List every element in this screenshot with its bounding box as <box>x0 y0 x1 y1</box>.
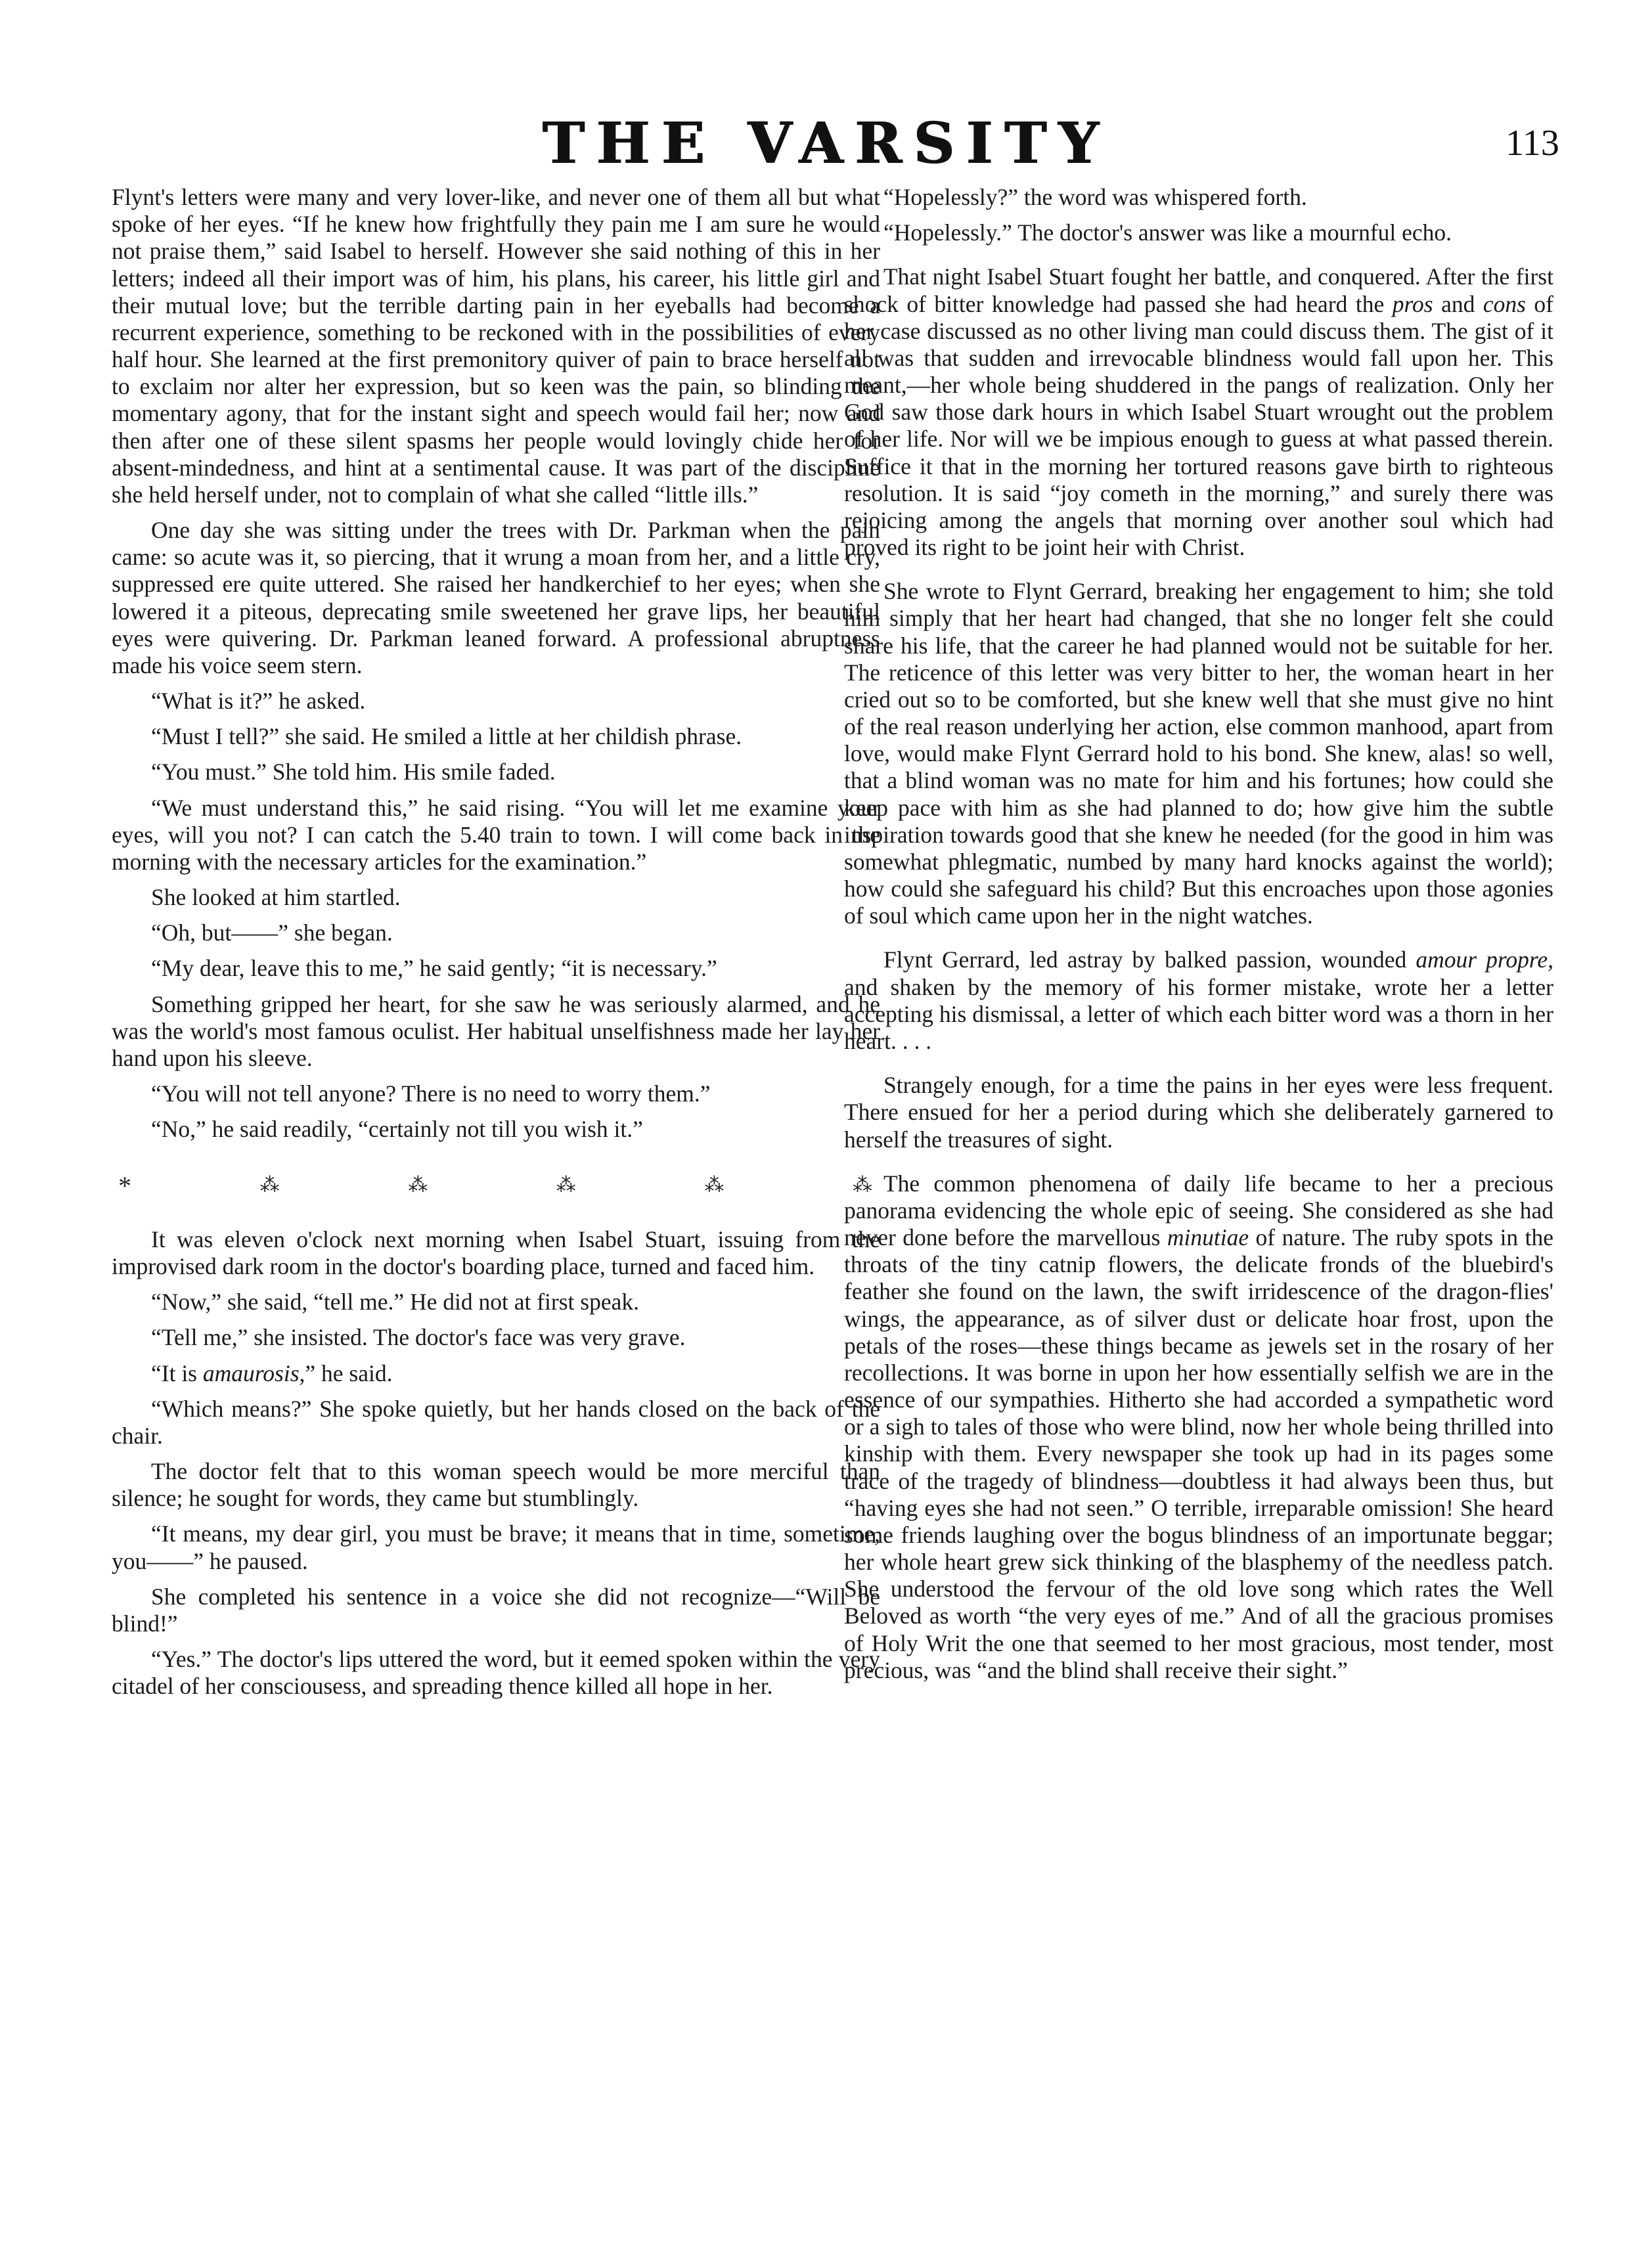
text-run: and shaken by the memory of his former mistake, wrote her a letter accepting his dismissal, a letter of which each bitter word was a thorn in her heart. . . . <box>844 973 1553 1054</box>
paragraph: She wrote to Flynt Gerrard, breaking her engagement to him; she told him simply that her heart had changed, that she no longer felt she could share his life, that the career he had planned would not be suitable for her. The reticence of this letter was very bitter to her, the woman heart in her cried out so to be comforted, but she knew well that she must give no hint of the real reason underlying her action, else common manhood, apart from love, would make Flynt Gerrard hold to his bond. She knew, alas! so well, that a blind woman was no mate for him and his fortunes; how could she keep pace with him as she had planned to do; how give him the subtle inspiration towards good that she knew he needed (for the good in him was somewhat phlegmatic, numbed by many hard knocks against the world); how could she safeguard his child? But this encroaches upon those agonies of soul which came upon her in the night watches. <box>844 578 1553 929</box>
paragraph <box>844 946 1553 1055</box>
text-run: The common phenomena of daily life became to her a precious panorama evidencing the whole epic of seeing. She considered as she had never done before the marvellous <box>844 1170 1553 1251</box>
paragraph: “Now,” she said, “tell me.” He did not at first speak. <box>151 1289 639 1316</box>
paragraph: “Yes.” The doctor's lips uttered the word, but it eemed spoken within the very citadel of her consciousess, and spreading thence killed all hope in her. <box>112 1646 880 1700</box>
italic-term: minutiae <box>1167 1224 1249 1251</box>
paragraph: Strangely enough, for a time the pains in her eyes were less frequent. There ensued for her a period during which she deliberately garnered to herself the treasures of sight. <box>844 1072 1553 1153</box>
paragraph: “No,” he said readily, “certainly not till you wish it.” <box>151 1116 643 1143</box>
paragraph: “My dear, leave this to me,” he said gently; “it is necessary.” <box>151 955 717 982</box>
paragraph: “What is it?” he asked. <box>151 688 366 715</box>
text-run: “It is <box>151 1360 203 1386</box>
text-run: of nature. The ruby spots in the throats of the tiny catnip flowers, the delicate fronds of the bluebird's feather she found on the lawn, the swift irridescence of the dragon-flies' wings, the appearance, as of silver dust or delicate hoar frost, upon the petals of the roses—these things became as jewels set in the rosary of her recollections. It was borne in upon her how essentially selfish we are in the essence of our sympathies. Hitherto she had accorded a sympathetic word or a sigh to tales of those who were blind, now her whole being thrilled into kinship with them. Every newspaper she took up had in its pages some trace of the tragedy of blindness—doubtless it had always been thus, but “having eyes she had not seen.” O terrible, irreparable omission! She heard some friends laughing over the bogus blindness of an importunate beggar; her whole heart grew sick thinking of the blasphemy of the needless patch. She understood the fervour of the old love song which rates the Well Beloved as worth “the very eyes of me.” And of all the gracious promises of Holy Writ the one that seemed to her most gracious, most tender, most precious, was “and the blind shall receive their sight.” <box>844 1224 1554 1683</box>
paragraph: “Which means?” She spoke quietly, but her hands closed on the back of the chair. <box>112 1395 880 1449</box>
paragraph <box>844 1170 1553 1684</box>
right-column <box>844 184 1553 1693</box>
section-separator <box>112 1171 880 1201</box>
paragraph: “You will not tell anyone? There is no need to worry them.” <box>151 1080 711 1107</box>
italic-term: amour propre, <box>1416 946 1553 973</box>
paragraph: “It means, my dear girl, you must be brave; it means that in time, sometime, you——” he paused. <box>112 1520 880 1574</box>
text-run: of her case discussed as no other living man could discuss them. The gist of it all was that sudden and irrevocable blindness would fall upon her. This meant,—her whole being shuddered in the pangs of realization. Only her God saw those dark hours in which Isabel Stuart wrought out the problem of her life. Nor will we be impious enough to guess at what passed therein. Suffice it that in the morning her tortured reasons gave birth to righteous resolution. It is said “joy cometh in the morning,” and surely there was rejoicing among the angels that morning over another soul which had proved its right to be joint heir with Christ. <box>844 290 1553 561</box>
separator-mark: ⁂ <box>704 1174 725 1197</box>
text-run: ” he said. <box>305 1360 393 1386</box>
text-run: That night Isabel Stuart fought her battle, and conquered. After the first shock of bitter knowledge had passed she had heard the <box>844 263 1553 317</box>
italic-term: pros <box>1392 290 1433 317</box>
separator-mark: ⁂ <box>408 1174 428 1197</box>
masthead-title: THE VARSITY <box>542 110 1110 177</box>
separator-mark: ⁂ <box>259 1174 280 1197</box>
text-run: Flynt Gerrard, led astray by balked passion, wounded <box>883 946 1416 973</box>
paragraph: “Hopelessly?” the word was whispered forth. <box>883 184 1307 210</box>
paragraph: Flynt's letters were many and very lover-like, and never one of them all but what spoke of her eyes. “If he knew how frightfully they pain me I am sure he would not praise them,” said Isabel to herself. However she said nothing of this in her letters; indeed all their import was of him, his plans, his career, his little girl and their mutual love; but the terrible darting pain in her eyeballs had become a recurrent experience, something to be reckoned with in the possibilities of every half hour. She learned at the first premonitory quiver of pain to brace herself not to exclaim nor alter her expression, but so keen was the pain, so blinding the momentary agony, that for the instant sight and speech would fail her; now and then after one of these silent spasms her people would lovingly chide her for absent-mindedness, and hint at a sentimental cause. It was part of the discipline she held herself under, not to complain of what she called “little ills.” <box>112 184 880 508</box>
paragraph <box>112 1360 880 1387</box>
paragraph: “We must understand this,” he said rising. “You will let me examine your eyes, will you not? I can catch the 5.40 train to town. I will come back in the morning with the necessary articles for the examination.” <box>112 794 880 875</box>
separator-mark: * <box>118 1170 131 1201</box>
paragraph: “Hopelessly.” The doctor's answer was like a mournful echo. <box>883 219 1452 246</box>
paragraph: “Tell me,” she insisted. The doctor's face was very grave. <box>151 1324 686 1351</box>
paragraph: Something gripped her heart, for she saw he was seriously alarmed, and he was the world's most famous oculist. Her habitual unselfishness made her lay her hand upon his sleeve. <box>112 990 880 1071</box>
left-column <box>112 184 880 1708</box>
paragraph: It was eleven o'clock next morning when Isabel Stuart, issuing from the improvised dark room in the doctor's boarding place, turned and faced him. <box>112 1226 880 1280</box>
separator-mark: ⁂ <box>852 1174 872 1197</box>
paragraph: She looked at him startled. <box>151 884 401 911</box>
italic-term: cons <box>1483 290 1526 317</box>
paragraph <box>844 263 1553 561</box>
paragraph: One day she was sitting under the trees with Dr. Parkman when the pain came: so acute was it, so piercing, that it wrung a moan from her, and a little cry, suppressed ere quite uttered. She raised her handkerchief to her eyes; when she lowered it a piteous, deprecating smile sweetened her grave lips, her beautiful eyes were quivering. Dr. Parkman leaned forward. A professional abruptness made his voice seem stern. <box>112 517 880 678</box>
paragraph: The doctor felt that to this woman speech would be more merciful than silence; he sought for words, they came but stumblingly. <box>112 1458 880 1512</box>
page-number: 113 <box>1506 123 1559 164</box>
separator-mark: ⁂ <box>556 1174 576 1197</box>
paragraph: “You must.” She told him. His smile faded. <box>151 759 556 786</box>
paragraph: “Must I tell?” she said. He smiled a little at her childish phrase. <box>151 723 742 750</box>
paragraph: She completed his sentence in a voice she did not recognize—“Will be blind!” <box>112 1583 880 1637</box>
italic-term: amaurosis, <box>202 1360 305 1386</box>
text-run: and <box>1433 290 1483 317</box>
paragraph: “Oh, but——” she began. <box>151 919 393 946</box>
